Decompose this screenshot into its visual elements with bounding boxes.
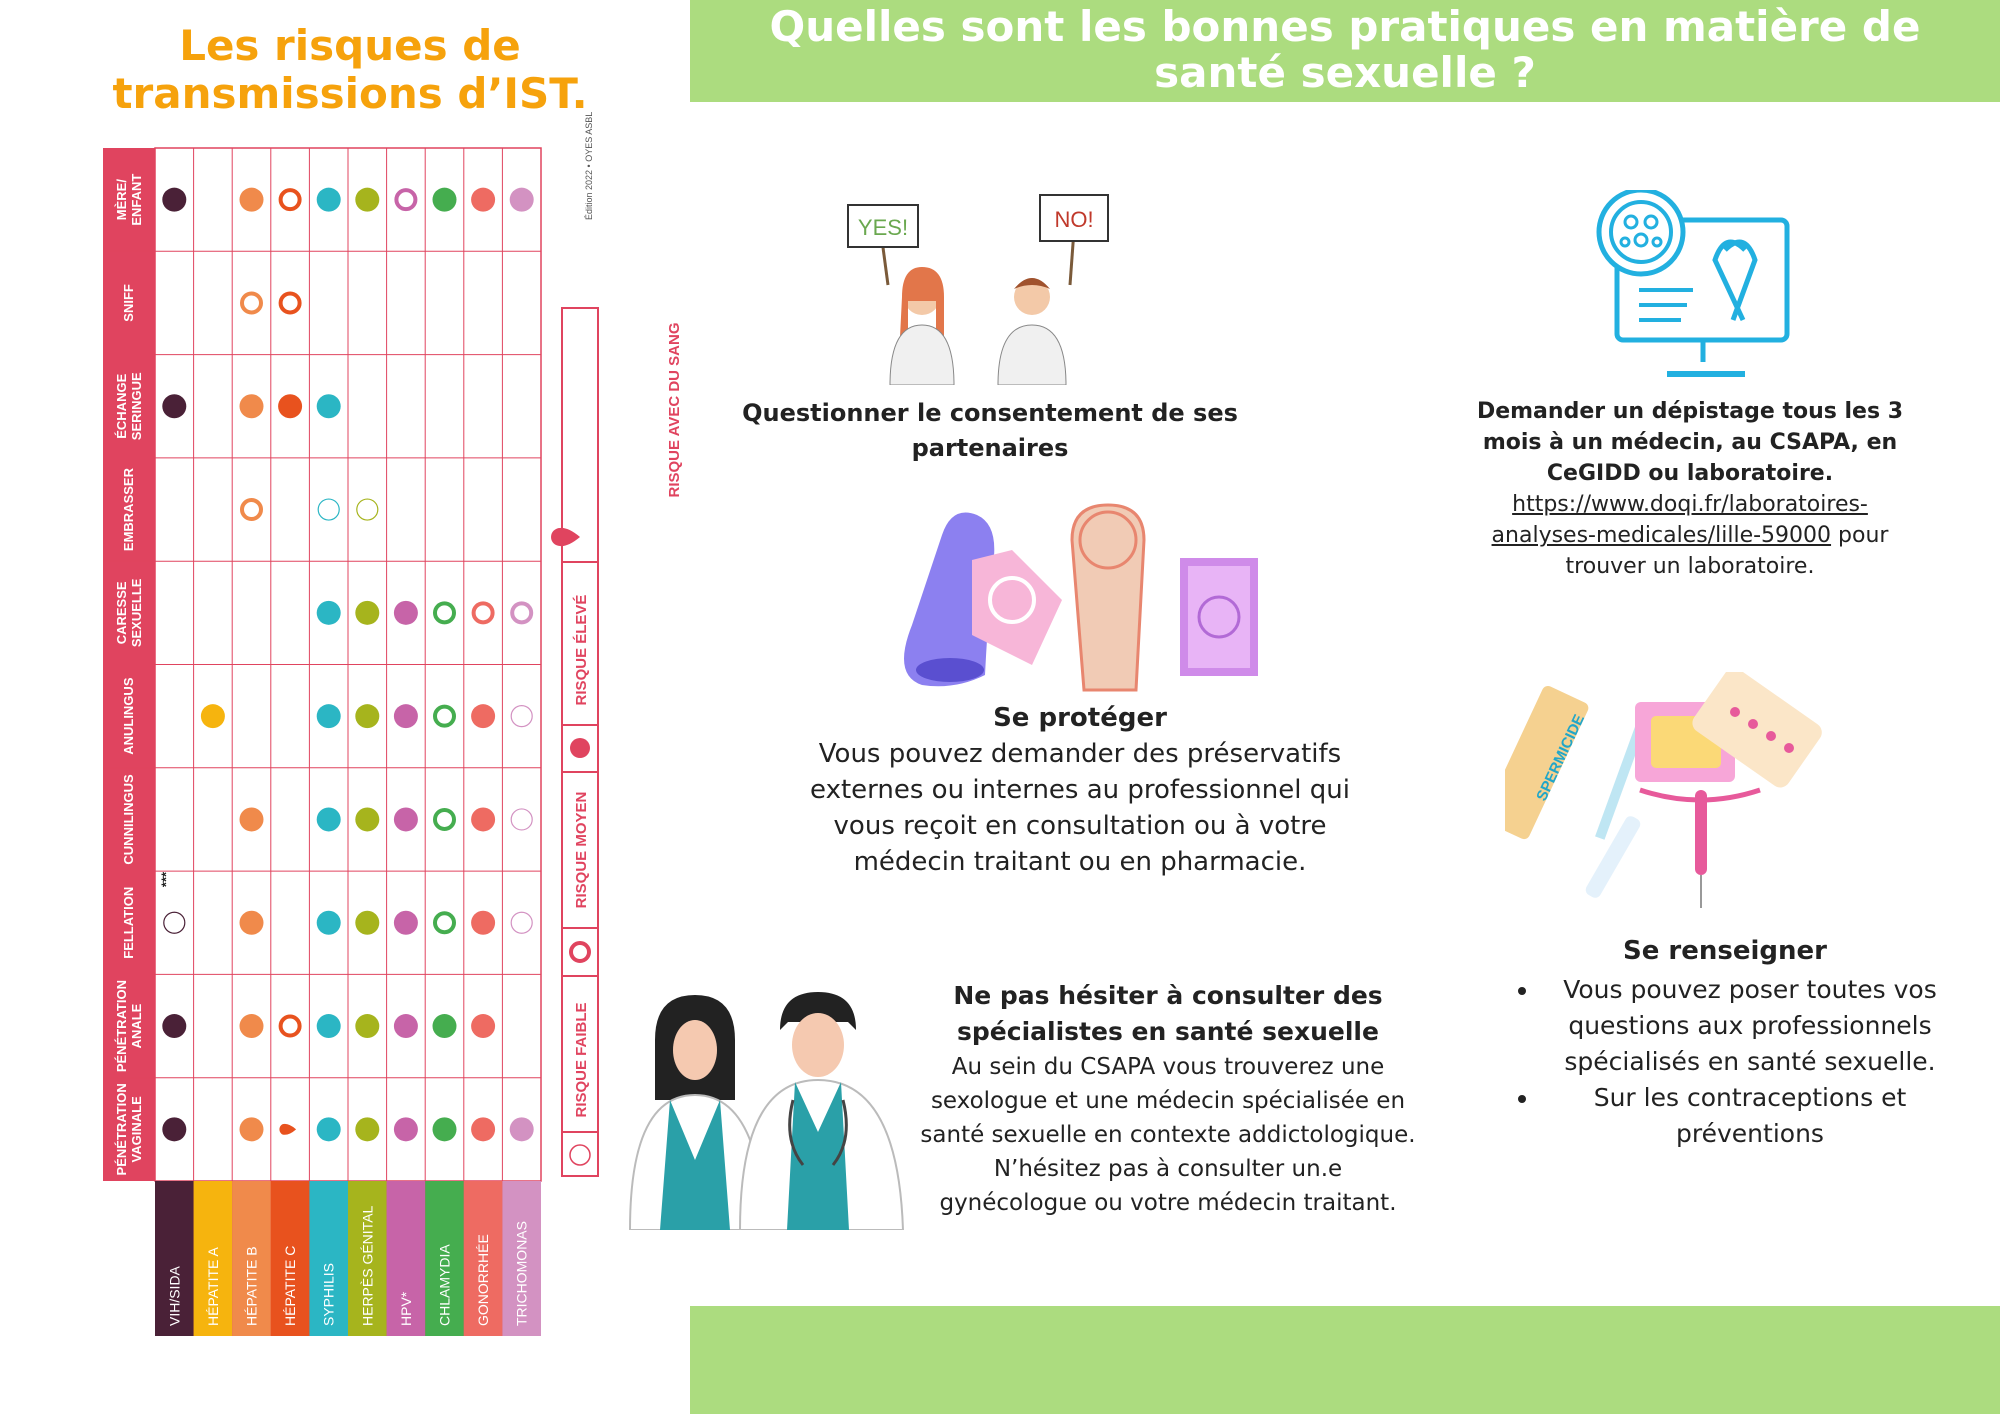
disease-label: HERPÈS GÉNITAL [359, 1205, 376, 1326]
protect-block [800, 700, 1360, 880]
specialist-text-1: Au sein du CSAPA vous trouverez une sexologue et une médecin spécialisée en santé sexuelle en contexte addictologique. [920, 1054, 1416, 1148]
risk-high-marker [433, 1117, 457, 1141]
risk-high-marker [317, 394, 341, 418]
risk-high-marker [471, 1117, 495, 1141]
lab-link-1[interactable]: https://www.doqi.fr/laboratoires- [1512, 492, 1868, 517]
risk-high-marker [433, 188, 457, 212]
row-label: PÉNÉTRATIONVAGINALE [114, 1083, 144, 1176]
risk-high-marker [162, 1117, 186, 1141]
row-label: EMBRASSER [121, 468, 136, 552]
disease-label: HÉPATITE A [204, 1247, 221, 1326]
risk-high-marker [240, 1014, 264, 1038]
risk-high-marker [317, 911, 341, 935]
row-label: CUNNILINGUS [121, 774, 136, 865]
risk-high-marker [162, 1014, 186, 1038]
spermicide-tube [1505, 684, 1590, 841]
risk-high-marker [471, 911, 495, 935]
disease-label: CHLAMYDIA [436, 1244, 453, 1326]
legend-blood-label: RISQUE AVEC DU SANG [666, 322, 683, 498]
risk-high-marker [240, 394, 264, 418]
consent-text: Questionner le consentement de ses partenaires [742, 399, 1238, 462]
row-label: PÉNÉTRATIONANALE [114, 979, 144, 1073]
risk-table [0, 0, 690, 1414]
row-label: FELLATION [121, 886, 136, 959]
disease-label: TRICHOMONAS [513, 1221, 530, 1326]
female-doctor-head [673, 1020, 717, 1080]
no-sign-text: NO! [1054, 207, 1094, 232]
risk-high-marker [240, 188, 264, 212]
male-doctor-head [792, 1013, 844, 1077]
protect-text: Vous pouvez demander des préservatifs externes ou internes au professionnel qui vous reçoit en consultation ou à votre médecin traitant ou en pharmacie. [810, 739, 1350, 877]
disease-label: VIH/SIDA [166, 1266, 183, 1326]
risk-high-marker [471, 704, 495, 728]
doctors-illustration [625, 990, 915, 1230]
row-label: ÉCHANGESERINGUE [114, 372, 144, 441]
row-label: MÈRE/ENFANT [114, 173, 144, 226]
risk-high-marker [317, 1117, 341, 1141]
specialist-block [918, 978, 1418, 1220]
risk-high-marker [317, 188, 341, 212]
medium-risk-icon [571, 943, 589, 961]
risk-high-marker [394, 704, 418, 728]
risk-high-marker [317, 807, 341, 831]
left-title: Les risques de transmissions d’IST. [112, 21, 588, 118]
risk-high-marker [355, 1117, 379, 1141]
screening-block [1460, 396, 1920, 582]
risk-high-marker [355, 704, 379, 728]
risk-high-marker [355, 911, 379, 935]
risk-high-marker [162, 188, 186, 212]
screening-text: Demander un dépistage tous les 3 mois à un médecin, au CSAPA, en CeGIDD ou laboratoire. [1476, 399, 1904, 486]
contraception-illustration [1505, 672, 1865, 912]
lab-link-2[interactable]: analyses-medicales/lille-59000 [1491, 523, 1832, 548]
risk-high-marker [355, 807, 379, 831]
risk-high-marker [394, 1117, 418, 1141]
disease-label: HPV* [397, 1291, 414, 1326]
spermicide-label: SPERMICIDE [1533, 711, 1589, 804]
specialist-text-2: N’hésitez pas à consulter un.e gynécologue ou votre médecin traitant. [939, 1156, 1397, 1216]
internal-condom-icon [1072, 505, 1144, 690]
yes-sign-text: YES! [857, 215, 909, 240]
bottom-bar [690, 1306, 2000, 1414]
renseigner-item: • Sur les contraceptions et préventions [1540, 1080, 1960, 1152]
renseigner-list [1480, 972, 1960, 1152]
risk-high-marker [394, 911, 418, 935]
blood-drop-icon [551, 528, 580, 546]
tampon-icon [1584, 814, 1643, 900]
high-risk-icon [570, 738, 590, 758]
risk-high-marker [317, 601, 341, 625]
legend-high-label: RISQUE ÉLEVÉ [573, 594, 590, 706]
risk-high-marker [510, 1117, 534, 1141]
risk-high-marker [510, 188, 534, 212]
risk-high-marker [240, 1117, 264, 1141]
row-label: SNIFF [121, 284, 136, 322]
disease-label: HÉPATITE B [243, 1246, 260, 1326]
consent-illustration [840, 185, 1120, 385]
renseigner-item: • Vous pouvez poser toutes vos questions aux professionnels spécialisés en santé sexuelle. [1540, 972, 1960, 1080]
risk-high-marker [162, 394, 186, 418]
disease-label: HÉPATITE C [282, 1245, 299, 1326]
right-title: Quelles sont les bonnes pratiques en matière de santé sexuelle ? [769, 2, 1921, 97]
protect-title: Se protéger [993, 703, 1167, 733]
risk-high-marker [471, 807, 495, 831]
legend-low-label: RISQUE FAIBLE [573, 1002, 590, 1118]
risk-high-marker [201, 704, 225, 728]
specialist-title: Ne pas hésiter à consulter des spécialistes en santé sexuelle [953, 981, 1383, 1046]
disease-label: SYPHILIS [320, 1262, 337, 1326]
risk-high-marker [394, 601, 418, 625]
risk-high-marker [278, 394, 302, 418]
disease-label: GONORRHÉE [475, 1234, 492, 1326]
low-risk-icon [570, 1145, 590, 1165]
renseigner-title: Se renseigner [1623, 936, 1827, 966]
risk-high-marker [240, 911, 264, 935]
risk-high-marker [394, 1014, 418, 1038]
row-label: CARESSESEXUELLE [114, 578, 144, 648]
risk-high-marker [355, 601, 379, 625]
screening-tail: pour trouver un laboratoire. [1565, 523, 1889, 579]
risk-high-marker [433, 1014, 457, 1038]
risk-high-marker [471, 188, 495, 212]
risk-high-marker [240, 807, 264, 831]
risk-high-marker [317, 1014, 341, 1038]
risk-high-marker [471, 1014, 495, 1038]
risk-high-marker [394, 807, 418, 831]
protection-illustration [872, 500, 1272, 700]
risk-high-marker [355, 188, 379, 212]
row-label: ANULINGUS [121, 677, 136, 755]
screening-monitor-icon [1595, 190, 1795, 382]
edition-text: Édition 2022 • OYES ASBL [584, 111, 594, 220]
fellation-note: *** [158, 871, 174, 888]
risk-high-marker [317, 704, 341, 728]
risk-high-marker [355, 1014, 379, 1038]
legend-medium-label: RISQUE MOYEN [573, 791, 590, 909]
